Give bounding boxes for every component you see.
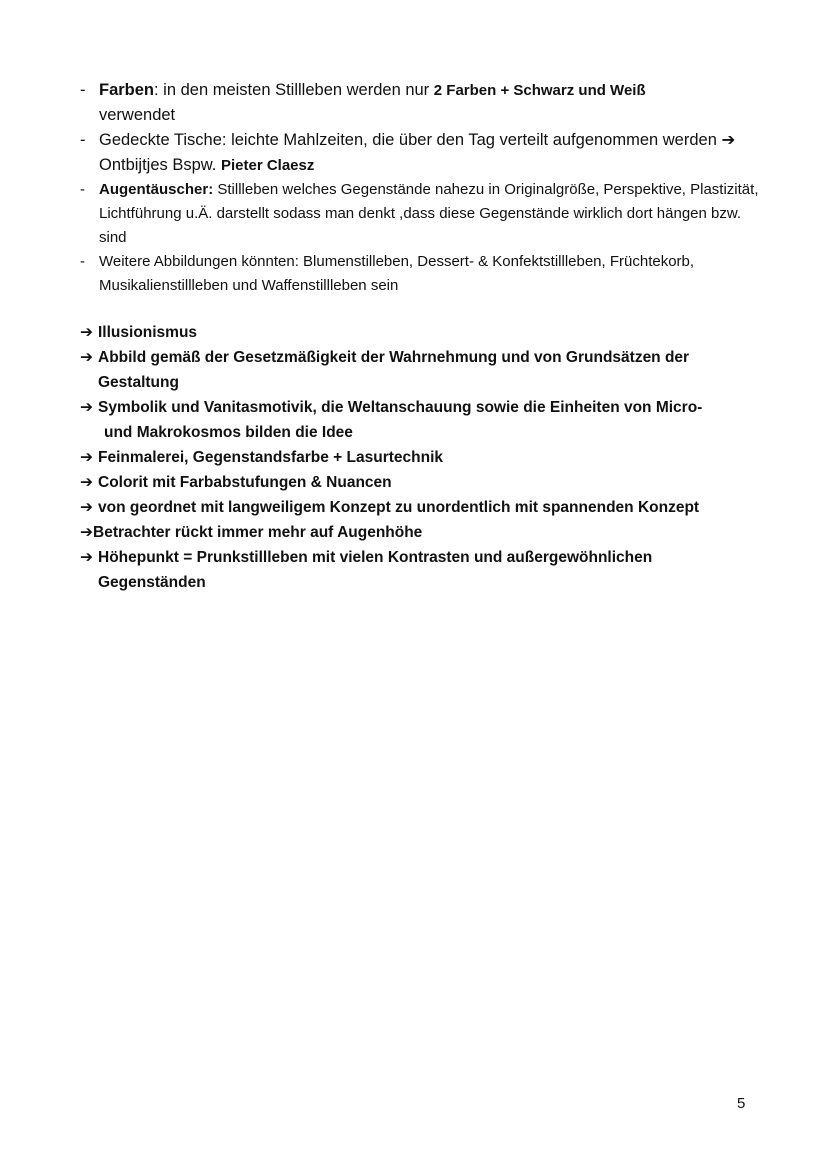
bullet-marker: - xyxy=(80,253,85,270)
arrow-icon: ➔ xyxy=(80,324,93,341)
page-number: 5 xyxy=(737,1095,746,1112)
arrow-item-illusionismus xyxy=(80,320,780,345)
bullet-list xyxy=(80,78,770,298)
bullet-gedeckte-tische-artist: Pieter Claesz xyxy=(220,157,315,174)
bullet-gedeckte-tische-text: Gedeckte Tische: leichte Mahlzeiten, die über den Tag verteilt aufgenommen werden ➔ Ontbijtjes Bspw. xyxy=(99,131,736,174)
arrow-item-colorit xyxy=(80,470,780,495)
bullet-farben-highlight: 2 Farben + Schwarz und Weiß xyxy=(433,82,646,99)
arrow-item-text: Feinmalerei, Gegenstandsfarbe + Lasurtechnik xyxy=(98,449,443,466)
bullet-marker: - xyxy=(80,81,86,99)
arrow-item-symbolik xyxy=(80,395,780,445)
arrow-item-hoehepunkt xyxy=(80,545,780,595)
bullet-gedeckte-tische xyxy=(80,128,770,178)
arrow-icon: ➔ xyxy=(80,399,93,416)
arrow-item-continuation: Gegenständen xyxy=(98,574,206,591)
arrow-icon: ➔ xyxy=(80,549,93,566)
bullet-weitere-abbildungen-text: Weitere Abbildungen könnten: Blumenstilleben, Dessert- & Konfektstillleben, Früchtekorb, Musikalienstillleben und Waffenstillleben sein xyxy=(99,253,695,294)
bullet-augentaeuscher-term: Augentäuscher: xyxy=(99,181,214,198)
arrow-icon: ➔ xyxy=(80,449,93,466)
bullet-farben xyxy=(80,78,770,128)
arrow-icon: ➔ xyxy=(80,349,93,366)
arrow-item-konzept xyxy=(80,495,780,520)
arrow-item-text: Colorit mit Farbabstufungen & Nuancen xyxy=(98,474,392,491)
arrow-item-text: Abbild gemäß der Gesetzmäßigkeit der Wahrnehmung und von Grundsätzen der xyxy=(98,349,690,366)
bullet-augentaeuscher xyxy=(80,178,770,250)
bullet-augentaeuscher-text: Stillleben welches Gegenstände nahezu in Originalgröße, Perspektive, Plastizität, Lichtführung u.Ä. darstellt sodass man denkt ,dass diese Gegenstände wirklich dort hängen bzw. sind xyxy=(99,181,759,246)
arrow-item-feinmalerei xyxy=(80,445,780,470)
bullet-farben-term: Farben xyxy=(99,81,155,99)
bullet-marker: - xyxy=(80,181,85,198)
arrow-icon: ➔ xyxy=(80,474,93,491)
arrow-item-betrachter xyxy=(80,520,780,545)
arrow-item-continuation: und Makrokosmos bilden die Idee xyxy=(104,424,353,441)
arrow-item-text: Betrachter rückt immer mehr auf Augenhöhe xyxy=(93,524,423,541)
bullet-farben-end: verwendet xyxy=(99,106,176,124)
arrow-item-abbild xyxy=(80,345,780,395)
bullet-farben-text: : in den meisten Stillleben werden nur xyxy=(154,81,434,99)
arrow-item-text: von geordnet mit langweiligem Konzept zu unordentlich mit spannenden Konzept xyxy=(98,499,700,516)
arrow-list xyxy=(80,320,780,595)
bullet-weitere-abbildungen xyxy=(80,250,770,298)
arrow-icon: ➔ xyxy=(80,499,93,516)
arrow-item-text: Illusionismus xyxy=(98,324,198,341)
bullet-marker: - xyxy=(80,131,86,149)
arrow-item-text: Symbolik und Vanitasmotivik, die Weltanschauung sowie die Einheiten von Micro- xyxy=(98,399,703,416)
arrow-item-continuation: Gestaltung xyxy=(98,374,179,391)
arrow-item-text: Höhepunkt = Prunkstillleben mit vielen Kontrasten und außergewöhnlichen xyxy=(98,549,653,566)
arrow-icon: ➔ xyxy=(80,524,93,541)
